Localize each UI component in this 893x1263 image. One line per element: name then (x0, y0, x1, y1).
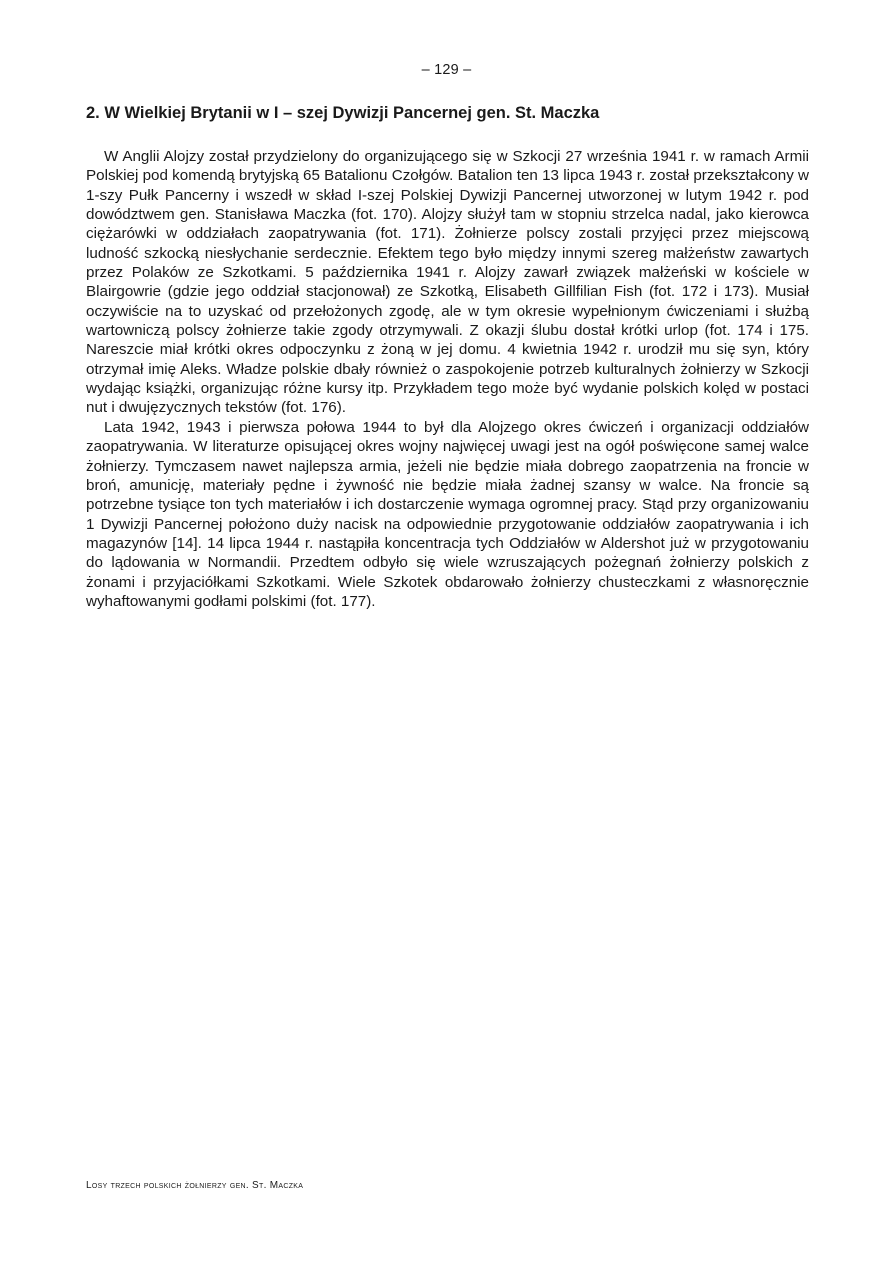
paragraph-1: W Anglii Alojzy został przydzielony do organizującego się w Szkocji 27 września 1941 r. w ramach Armii Polskiej pod komendą brytyjską 65 Batalionu Czołgów. Batalion ten 13 lipca 1943 r. został przekształcony w 1-szy Pułk Pancerny i wszedł w skład I-szej Polskiej Dywizji Pancernej utworzonej w lutym 1942 r. pod dowództwem gen. Stanisława Maczka (fot. 170). Alojzy służył tam w stopniu strzelca nadal, jako kierowca ciężarówki w oddziałach zaopatrywania (fot. 171). Żołnierze polscy zostali przyjęci przez miejscową ludność szkocką niesłychanie serdecznie. Efektem tego było między innymi szereg małżeństw zawartych przez Polaków ze Szkotkami. 5 października 1941 r. Alojzy zawarł związek małżeński w kościele w Blairgowrie (gdzie jego oddział stacjonował) ze Szkotką, Elisabeth Gillfilian Fish (fot. 172 i 173). Musiał oczywiście na to uzyskać od przełożonych zgodę, ale w tym okresie wypełnionym ćwiczeniami i służbą wartowniczą polscy żołnierze takie zgody otrzymywali. Z okazji ślubu dostał krótki urlop (fot. 174 i 175. Nareszcie miał krótki okres odpoczynku z żoną w jej domu. 4 kwietnia 1942 r. urodził mu się syn, który otrzymał imię Aleks. Władze polskie dbały również o zaspokojenie potrzeb kulturalnych żołnierzy w Szkocji wydając książki, organizując różne kursy itp. Przykładem tego może być wydanie polskich kolęd w postaci nut i dwujęzycznych tekstów (fot. 176). (86, 148, 809, 417)
running-footer: Losy trzech polskich żołnierzy gen. St. Maczka (86, 1180, 304, 1191)
page-number: – 129 – (421, 62, 472, 78)
body-text (86, 147, 809, 611)
paragraph-2: Lata 1942, 1943 i pierwsza połowa 1944 to był dla Alojzego okres ćwiczeń i organizacji oddziałów zaopatrywania. W literaturze opisującej okres wojny najwięcej uwagi jest na ogół poświęcone samej walce żołnierzy. Tymczasem nawet najlepsza armia, jeżeli nie będzie miała dobrego zaopatrzenia na froncie w broń, amunicję, materiały pędne i żywność nie będzie miała żadnej szansy w walce. Na froncie są potrzebne tysiące ton tych materiałów i ich dostarczenie wymaga ogromnej pracy. Stąd przy organizowaniu 1 Dywizji Pancernej położono duży nacisk na odpowiednie przygotowanie oddziałów zaopatrywania i ich magazynów [14]. 14 lipca 1944 r. nastąpiła koncentracja tych Oddziałów w Aldershot już w przygotowaniu do lądowania w Normandii. Przedtem odbyło się wiele wzruszających pożegnań żołnierzy polskich z żonami i przyjaciółkami Szkotkami. Wiele Szkotek obdarowało żołnierzy chusteczkami z własnoręcznie wyhaftowanymi godłami polskimi (fot. 177). (86, 418, 809, 610)
section-heading: 2. W Wielkiej Brytanii w I – szej Dywizji Pancernej gen. St. Maczka (86, 104, 600, 122)
